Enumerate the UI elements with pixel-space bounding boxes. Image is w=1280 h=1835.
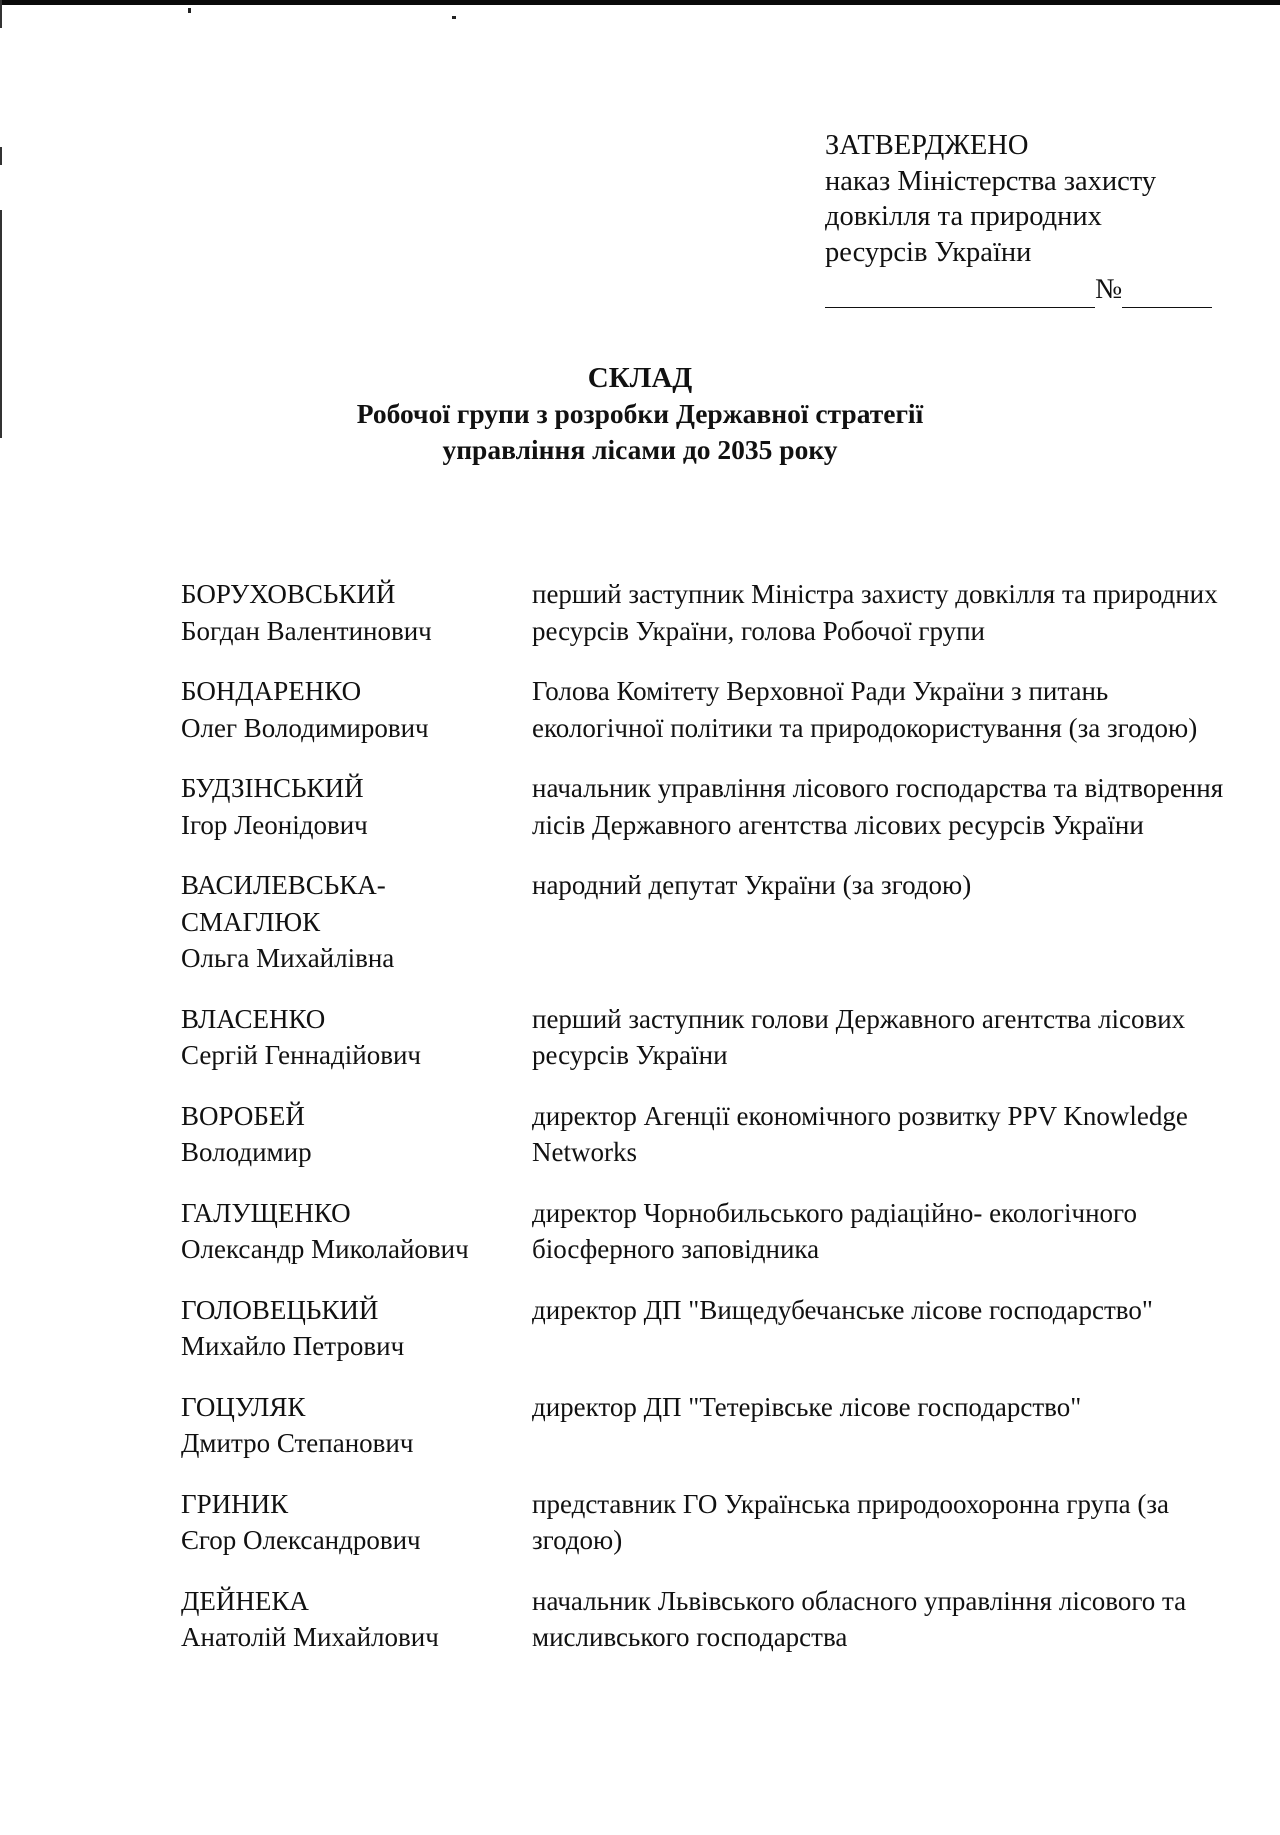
member-role: представник ГО Українська природоохоронна група (за згодою) <box>532 1488 1169 1555</box>
member-role: Голова Комітету Верховної Ради України з питань екологічної політики та природокористування (за згодою) <box>532 676 1198 743</box>
member-surname: ГОЦУЛЯК <box>181 1391 306 1422</box>
member-surname: ВЛАСЕНКО <box>181 1003 326 1034</box>
title-main: СКЛАД <box>587 362 693 394</box>
member-surname: ДЕЙНЕКА <box>181 1585 309 1616</box>
member-role: начальник Львівського обласного управління лісового та мисливського господарства <box>532 1585 1187 1652</box>
approval-block <box>825 128 1212 308</box>
title-subtitle-line2: управління лісами до 2035 року <box>442 434 838 465</box>
member-surname: ВОРОБЕЙ <box>181 1100 305 1131</box>
member-role: директор ДП "Тетерівське лісове господарство" <box>532 1391 1082 1422</box>
member-row <box>181 867 1241 977</box>
member-name <box>181 1389 532 1462</box>
members-list <box>181 576 1241 1680</box>
member-row <box>181 1292 1241 1365</box>
member-row <box>181 1583 1241 1656</box>
member-surname: ГРИНИК <box>181 1488 289 1519</box>
member-name <box>181 867 532 977</box>
approval-line: ресурсів України <box>825 236 1032 268</box>
member-given-name: Ігор Леонідович <box>181 809 368 840</box>
member-role: народний депутат України (за згодою) <box>532 870 972 900</box>
approval-stamp: ЗАТВЕРДЖЕНО <box>825 130 1029 161</box>
member-role: директор Агенції економічного розвитку PPV Knowledge Networks <box>532 1100 1188 1167</box>
member-row <box>181 1001 1241 1074</box>
member-given-name: Олег Володимирович <box>181 712 429 743</box>
member-surname-line2: СМАГЛЮК <box>181 906 321 937</box>
member-row <box>181 673 1241 746</box>
scan-left-border <box>0 147 2 165</box>
member-given-name: Володимир <box>181 1137 312 1167</box>
member-name <box>181 1001 532 1074</box>
member-row <box>181 1486 1241 1559</box>
scan-speck <box>188 8 191 13</box>
member-given-name: Михайло Петрович <box>181 1331 405 1361</box>
member-given-name: Олександр Миколайович <box>181 1234 469 1264</box>
member-given-name: Дмитро Степанович <box>181 1428 414 1458</box>
number-sign: № <box>1095 274 1123 305</box>
member-role: перший заступник Міністра захисту довкілля та природних ресурсів України, голова Робочої групи <box>532 579 1218 646</box>
member-name <box>181 1486 532 1559</box>
member-surname-line1: ВАСИЛЕВСЬКА- <box>181 870 386 900</box>
member-name <box>181 576 532 649</box>
member-row <box>181 1389 1241 1462</box>
member-surname: БУДЗІНСЬКИЙ <box>181 773 364 803</box>
order-date-blank <box>825 281 1095 308</box>
scan-left-border <box>0 0 2 28</box>
member-row <box>181 1195 1241 1268</box>
member-name <box>181 1195 532 1268</box>
member-row <box>181 1098 1241 1171</box>
member-name <box>181 1583 532 1656</box>
member-given-name: Сергій Геннадійович <box>181 1040 421 1070</box>
document-title <box>0 360 1280 468</box>
approval-line: довкілля та природних <box>825 201 1102 232</box>
member-role: директор Чорнобильського радіаційно- екологічного біосферного заповідника <box>532 1197 1137 1264</box>
member-given-name: Ольга Михайлівна <box>181 943 395 973</box>
member-given-name: Єгор Олександрович <box>181 1525 421 1555</box>
member-role: начальник управління лісового господарства та відтворення лісів Державного агентства лісових ресурсів України <box>532 773 1224 840</box>
member-role: директор ДП "Вищедубечанське лісове господарство" <box>532 1294 1153 1325</box>
member-name <box>181 1098 532 1171</box>
order-number-line <box>825 272 1212 308</box>
member-name <box>181 770 532 843</box>
title-subtitle-line1: Робочої групи з розробки Державної стратегії <box>356 398 924 429</box>
member-surname: ГАЛУЩЕНКО <box>181 1197 351 1228</box>
member-surname: ГОЛОВЕЦЬКИЙ <box>181 1294 379 1325</box>
member-name <box>181 673 532 746</box>
member-surname: БОНДАРЕНКО <box>181 676 362 706</box>
order-number-blank <box>1122 281 1212 308</box>
member-row <box>181 576 1241 649</box>
member-role: перший заступник голови Державного агентства лісових ресурсів України <box>532 1003 1186 1070</box>
scan-top-border <box>0 0 1280 5</box>
member-row <box>181 770 1241 843</box>
member-name <box>181 1292 532 1365</box>
approval-line: наказ Міністерства захисту <box>825 165 1157 197</box>
member-given-name: Анатолій Михайлович <box>181 1622 439 1652</box>
member-surname: БОРУХОВСЬКИЙ <box>181 579 396 609</box>
scan-speck <box>452 16 456 19</box>
member-given-name: Богдан Валентинович <box>181 615 432 646</box>
